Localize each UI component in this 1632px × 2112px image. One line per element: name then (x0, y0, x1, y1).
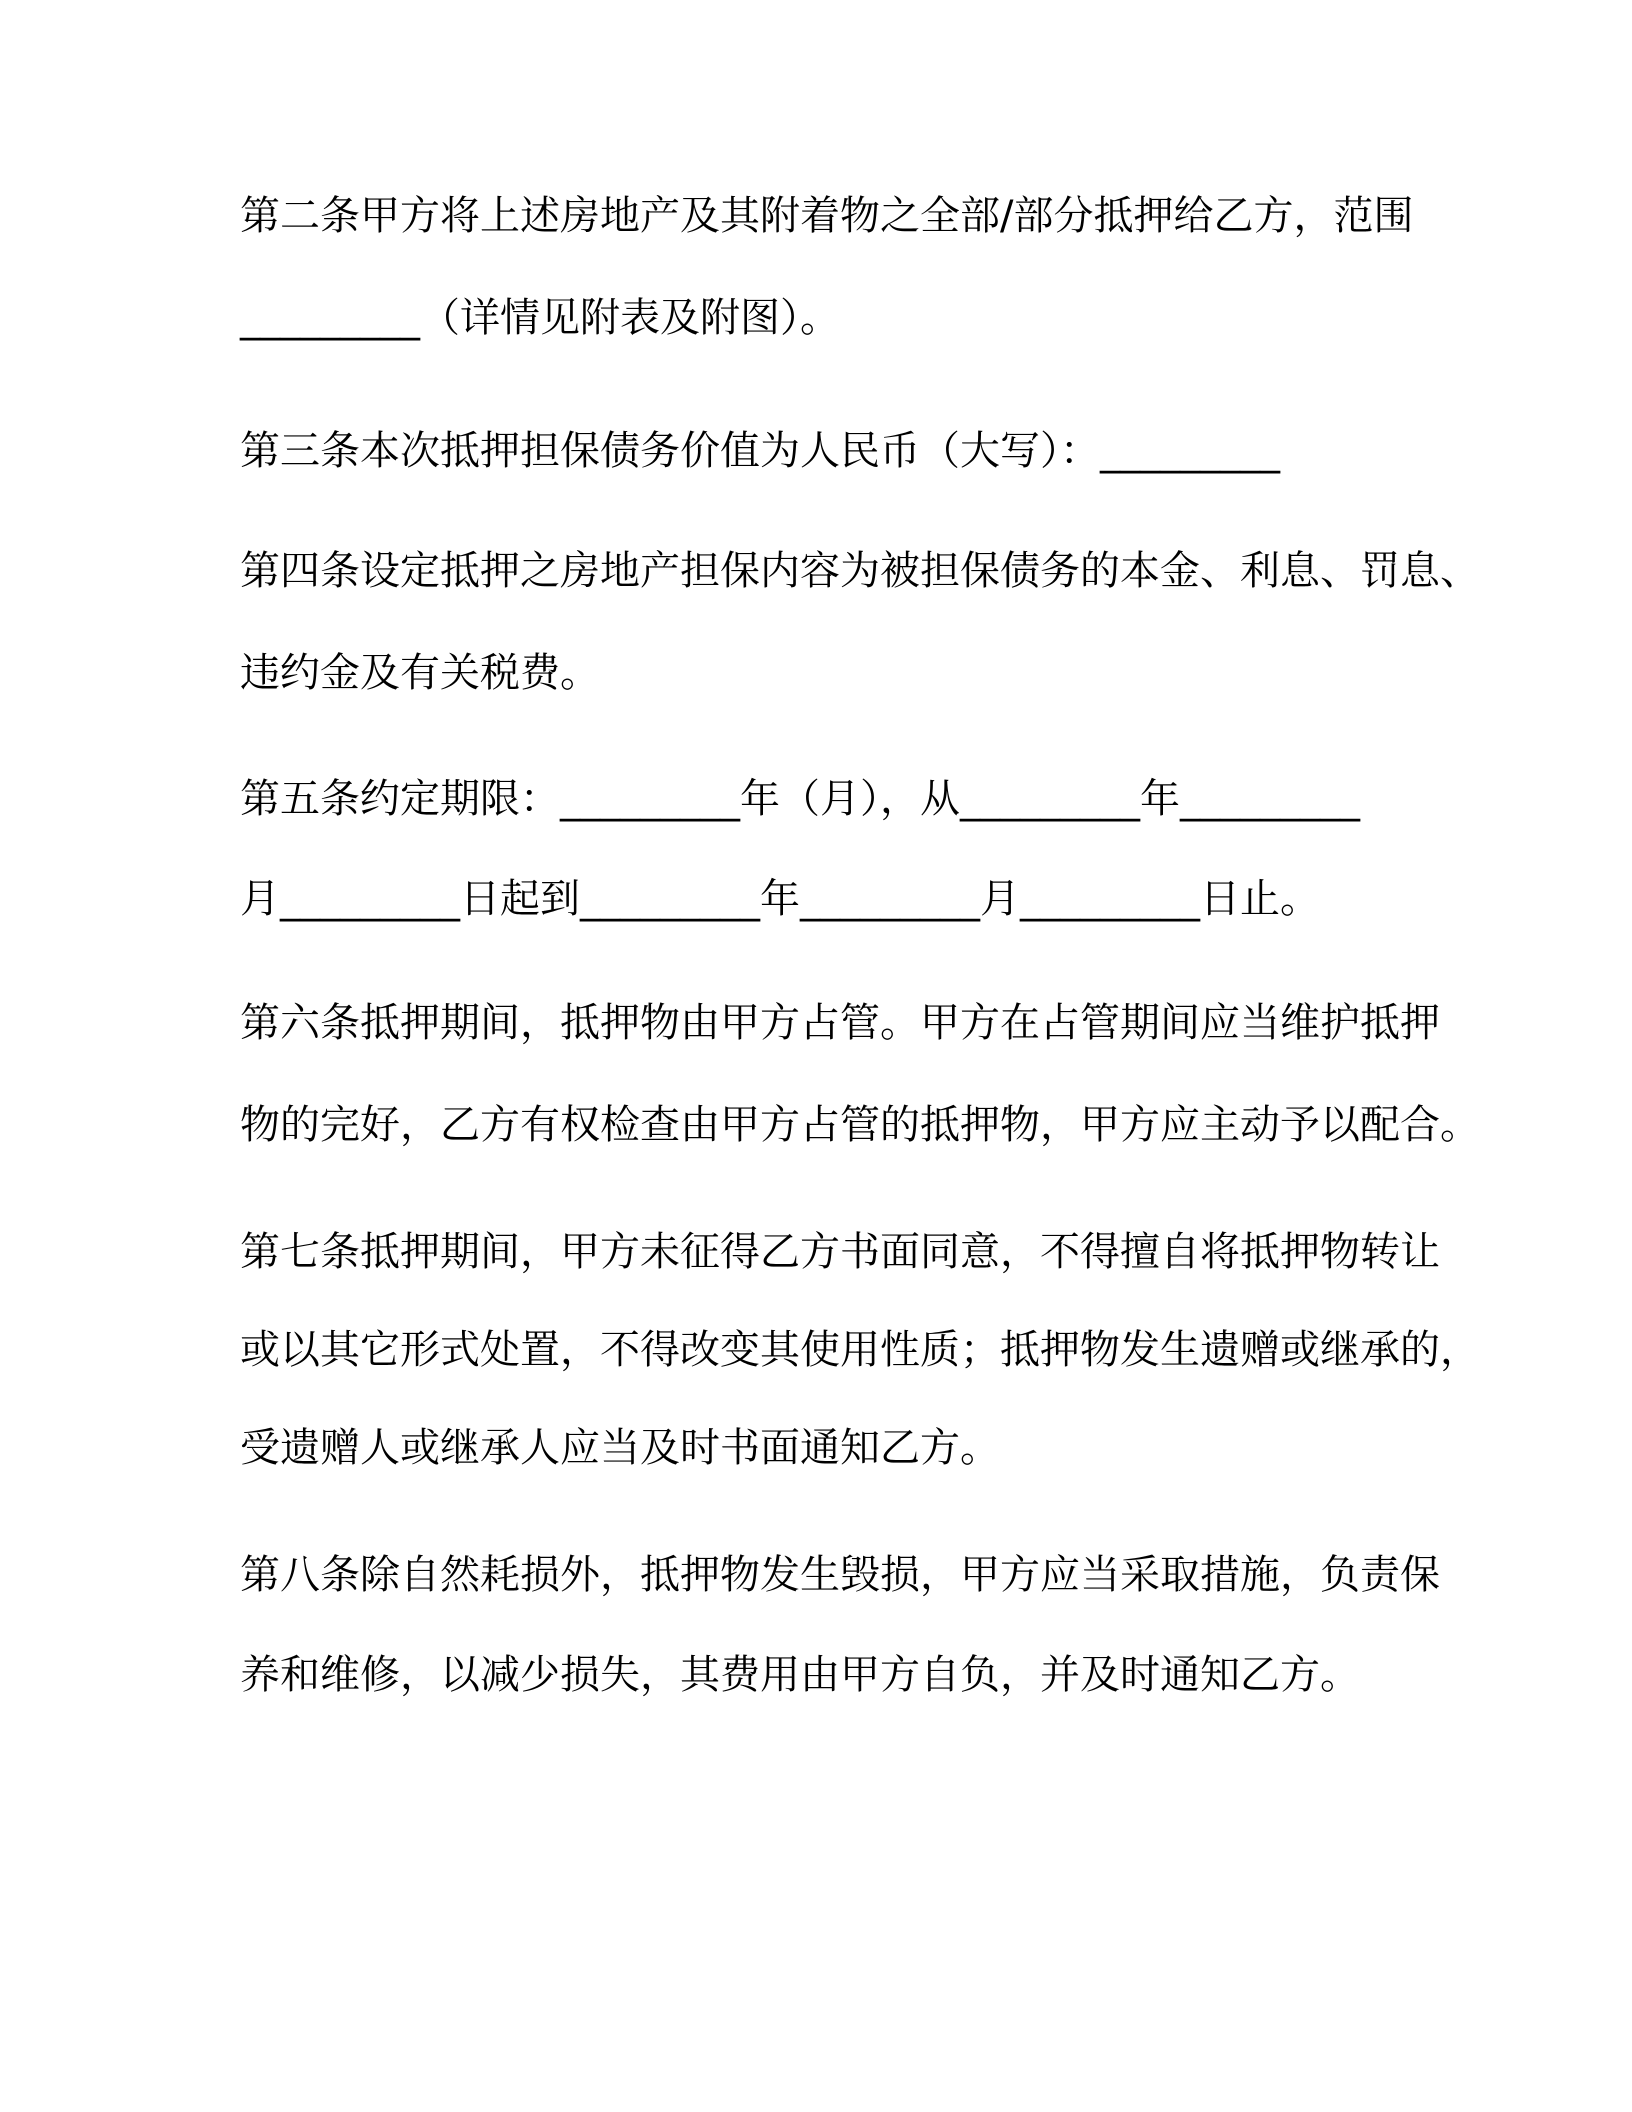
article-4-line-2: 违约金及有关税费。 (240, 650, 600, 696)
article-7-line-3: 受遗赠人或继承人应当及时书面通知乙方。 (240, 1425, 1000, 1471)
article-8-line-2: 养和维修，以减少损失，其费用由甲方自负，并及时通知乙方。 (240, 1652, 1360, 1698)
article-5-line-2: 月_________日起到_________年_________月_________日止。 (240, 876, 1320, 922)
article-2-line-1: 第二条甲方将上述房地产及其附着物之全部/部分抵押给乙方，范围 (240, 193, 1414, 239)
article-6-line-1: 第六条抵押期间，抵押物由甲方占管。甲方在占管期间应当维护抵押 (240, 1000, 1440, 1046)
article-8-line-1: 第八条除自然耗损外，抵押物发生毁损，甲方应当采取措施，负责保 (240, 1552, 1440, 1598)
article-7-line-1: 第七条抵押期间，甲方未征得乙方书面同意，不得擅自将抵押物转让 (240, 1229, 1440, 1275)
article-6-line-2: 物的完好，乙方有权检查由甲方占管的抵押物，甲方应主动予以配合。 (240, 1102, 1480, 1148)
article-3-line-1: 第三条本次抵押担保债务价值为人民币（大写）：_________ (240, 428, 1280, 474)
article-5-line-1: 第五条约定期限：_________年（月），从_________年_________ (240, 776, 1360, 822)
article-2-line-2: _________（详情见附表及附图）。 (240, 295, 840, 341)
article-7-line-2: 或以其它形式处置，不得改变其使用性质；抵押物发生遗赠或继承的， (240, 1327, 1480, 1373)
article-4-line-1: 第四条设定抵押之房地产担保内容为被担保债务的本金、利息、罚息、 (240, 548, 1480, 594)
